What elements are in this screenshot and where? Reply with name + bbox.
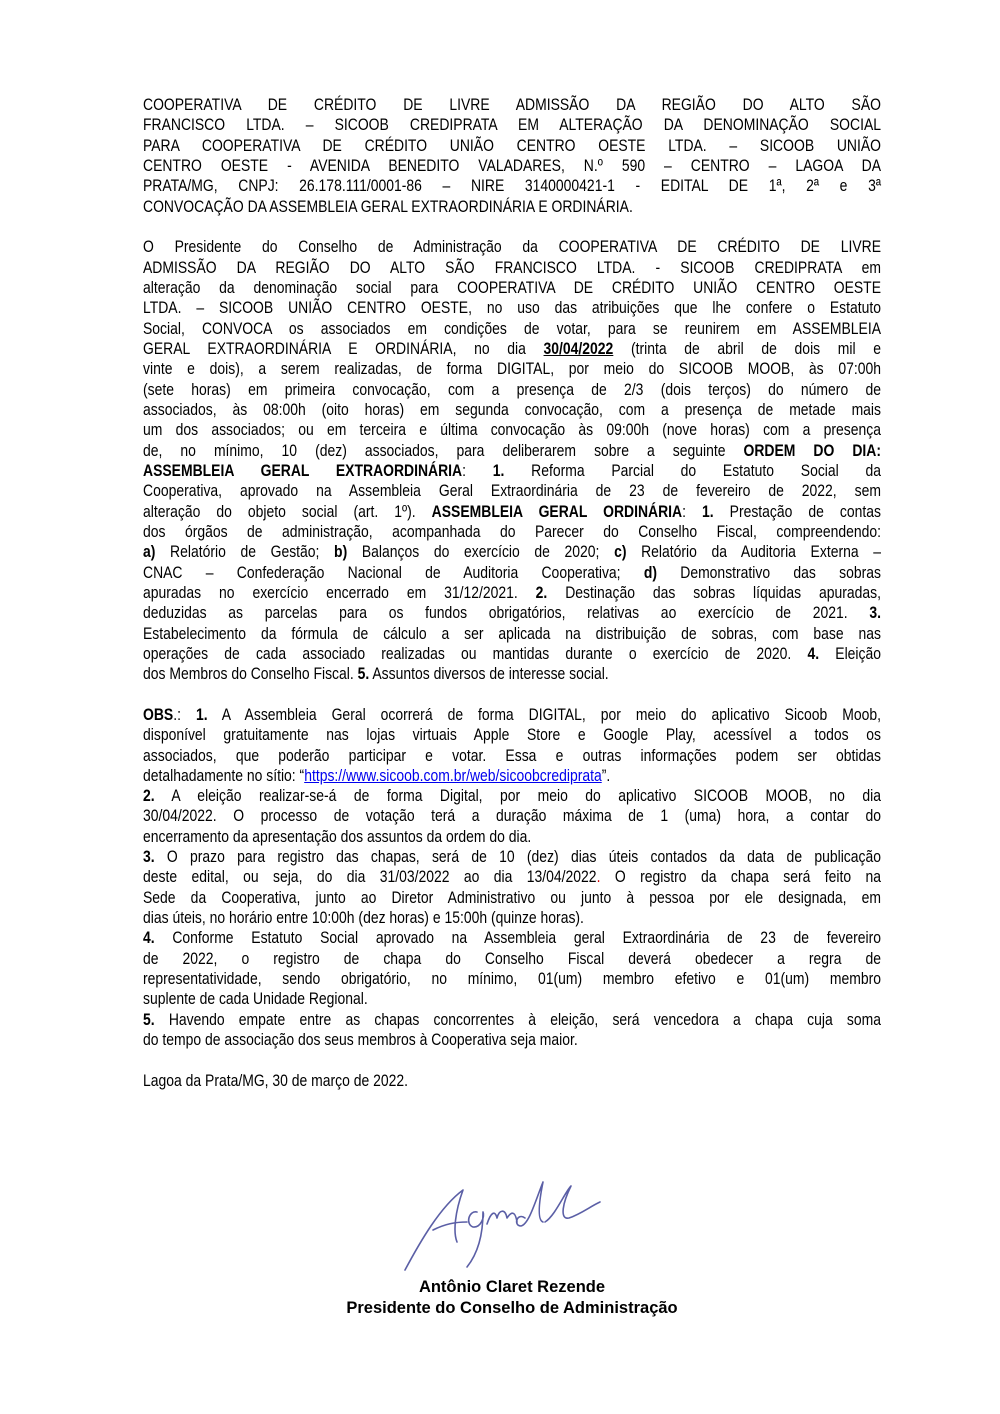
text-line bbox=[143, 867, 881, 887]
obs-item-1 bbox=[143, 705, 881, 786]
text-segment: Destinação das sobras líquidas apuradas, bbox=[547, 582, 881, 602]
text-line bbox=[143, 949, 881, 969]
text-line bbox=[143, 908, 881, 928]
heading-paragraph bbox=[143, 95, 881, 217]
text-line bbox=[143, 298, 881, 318]
obs-item-4 bbox=[143, 928, 881, 1009]
text-segment: 2. bbox=[535, 582, 548, 602]
text-segment: Sede da Cooperativa, junto ao Diretor Administrativo ou junto à pessoa por ele designada, em bbox=[143, 887, 881, 907]
text-segment: 2. bbox=[143, 786, 155, 806]
text-segment: dias úteis, no horário entre 10:00h (dez horas) e 15:00h (quinze horas). bbox=[143, 908, 584, 928]
text-segment: OBS bbox=[143, 704, 174, 724]
text-segment: associados, às 08:00h (oito horas) em segunda convocação, com a presença de metade mais bbox=[143, 399, 881, 419]
text-segment: A Assembleia Geral ocorrerá de forma DIGITAL, por meio do aplicativo Sicoob Moob, bbox=[207, 704, 882, 724]
text-line bbox=[143, 563, 881, 583]
text-line bbox=[143, 827, 881, 847]
text-line bbox=[143, 806, 881, 826]
text-segment: CONVOCAÇÃO DA ASSEMBLEIA GERAL EXTRAORDINÁRIA E ORDINÁRIA. bbox=[143, 196, 633, 216]
text-line bbox=[143, 359, 881, 379]
text-line bbox=[143, 278, 881, 298]
text-segment: ASSEMBLEIA GERAL EXTRAORDINÁRIA bbox=[143, 460, 463, 480]
text-segment: 30/04/2022. O processo de votação terá a duração máxima de 1 (uma) hora, a contar do bbox=[143, 806, 881, 826]
text-line bbox=[143, 989, 881, 1009]
text-segment: Estabelecimento da fórmula de cálculo a ser aplicada na distribuição de sobras, com base nas bbox=[143, 623, 881, 643]
signer-role: Presidente do Conselho de Administração bbox=[346, 1298, 678, 1317]
text-segment: O Presidente do Conselho de Administração da COOPERATIVA DE CRÉDITO DE LIVRE bbox=[143, 237, 881, 257]
text-line bbox=[143, 1030, 881, 1050]
text-segment: dos órgãos de administração, acompanhada do Parecer do Conselho Fiscal, compreendendo: bbox=[143, 521, 881, 541]
text-segment: alteração da denominação social para COOPERATIVA DE CRÉDITO UNIÃO CENTRO OESTE bbox=[143, 277, 881, 297]
text-segment: A eleição realizar-se-á de forma Digital, por meio do aplicativo SICOOB MOOB, no dia bbox=[154, 786, 882, 806]
text-segment: Havendo empate entre as chapas concorrentes à eleição, será vencedora a chapa cuja soma bbox=[154, 1009, 882, 1029]
text-segment: Prestação de contas bbox=[713, 501, 881, 521]
text-segment: (trinta de abril de dois mil e bbox=[613, 338, 881, 358]
text-segment: detalhadamente no sítio: “ bbox=[143, 765, 305, 785]
text-segment: 3. bbox=[143, 847, 155, 867]
signer-name: Antônio Claret Rezende bbox=[418, 1278, 606, 1296]
text-line bbox=[143, 969, 881, 989]
text-line bbox=[143, 237, 881, 257]
text-line bbox=[143, 115, 881, 135]
text-segment: CENTRO OESTE - AVENIDA BENEDITO VALADARES, N.º 590 – CENTRO – LAGOA DA bbox=[143, 155, 881, 175]
text-segment: deduzidas as parcelas para os fundos obrigatórios, relativas ao exercício de 2021. bbox=[143, 603, 870, 623]
text-segment: a) bbox=[143, 542, 156, 562]
place-date bbox=[143, 1071, 881, 1091]
text-line bbox=[143, 624, 881, 644]
text-segment: Balanços do exercício de 2020; bbox=[347, 542, 615, 562]
text-line bbox=[143, 847, 881, 867]
text-segment: 30/04/2022 bbox=[543, 338, 614, 358]
text-line bbox=[143, 766, 881, 786]
text-segment: disponível gratuitamente nas lojas virtuais Apple Store e Google Play, acessível a todos os bbox=[143, 725, 881, 745]
text-segment: apuradas no exercício encerrado em 31/12/2021. bbox=[143, 582, 536, 602]
text-line bbox=[143, 481, 881, 501]
text-segment: 4. bbox=[143, 928, 155, 948]
text-line bbox=[143, 928, 881, 948]
text-segment: operações de cada associado realizadas ou mantidas durante o exercício de 2020. bbox=[143, 643, 808, 663]
text-segment: CNAC – Confederação Nacional de Auditoria Cooperativa; bbox=[143, 562, 644, 582]
text-line bbox=[143, 644, 881, 664]
text-line bbox=[143, 725, 881, 745]
text-segment: Conforme Estatuto Social aprovado na Assembleia geral Extraordinária de 23 de fevereiro bbox=[154, 928, 882, 948]
text-segment: COOPERATIVA DE CRÉDITO DE LIVRE ADMISSÃO DA REGIÃO DO ALTO SÃO bbox=[143, 95, 881, 114]
paragraph-spacer bbox=[143, 217, 881, 237]
text-line bbox=[143, 705, 881, 725]
text-line bbox=[143, 502, 881, 522]
text-segment: Relatório de Gestão; bbox=[155, 542, 335, 562]
text-segment: 1. bbox=[195, 704, 208, 724]
text-segment: : bbox=[462, 460, 493, 480]
text-segment: associados, que poderão participar e votar. Essa e outras informações podem ser obtidas bbox=[143, 745, 881, 765]
text-line bbox=[143, 583, 881, 603]
text-segment: um dos associados; ou em terceira e última convocação às 09:00h (nove horas) com a presença bbox=[143, 420, 881, 440]
text-segment: Eleição bbox=[819, 643, 881, 663]
document-body bbox=[143, 95, 881, 1091]
text-line bbox=[143, 1071, 881, 1091]
text-segment: 5. bbox=[143, 1009, 155, 1029]
text-segment: dos Membros do Conselho Fiscal. bbox=[143, 664, 358, 684]
obs-item-5 bbox=[143, 1010, 881, 1051]
text-line bbox=[143, 786, 881, 806]
text-line bbox=[143, 420, 881, 440]
text-segment: ”. bbox=[601, 765, 611, 785]
text-segment: 1. bbox=[701, 501, 714, 521]
paragraph-spacer bbox=[143, 1050, 881, 1070]
text-line bbox=[143, 542, 881, 562]
text-segment: Assuntos diversos de interesse social. bbox=[369, 664, 609, 684]
text-segment: Demonstrativo das sobras bbox=[656, 562, 881, 582]
obs-item-3 bbox=[143, 847, 881, 928]
text-line bbox=[143, 197, 881, 217]
convocation-paragraph bbox=[143, 237, 881, 684]
text-segment: d) bbox=[643, 562, 657, 582]
text-segment: 5. bbox=[357, 664, 370, 684]
text-segment: (sete horas) em primeira convocação, com a presença de 2/3 (dois terços) do número de bbox=[143, 379, 881, 399]
text-segment: ORDEM DO DIA: bbox=[743, 440, 882, 460]
text-line bbox=[143, 461, 881, 481]
text-segment: FRANCISCO LTDA. – SICOOB CREDIPRATA EM ALTERAÇÃO DA DENOMINAÇÃO SOCIAL bbox=[143, 115, 881, 135]
text-segment: ASSEMBLEIA GERAL ORDINÁRIA bbox=[431, 501, 683, 521]
text-line bbox=[143, 258, 881, 278]
text-segment: b) bbox=[334, 542, 348, 562]
text-line bbox=[143, 339, 881, 359]
text-segment: ADMISSÃO DA REGIÃO DO ALTO SÃO FRANCISCO LTDA. - SICOOB CREDIPRATA em bbox=[143, 257, 881, 277]
text-segment: 3. bbox=[869, 603, 881, 623]
text-segment: .: bbox=[173, 704, 196, 724]
text-segment: O registro da chapa será feito na bbox=[600, 867, 881, 887]
text-segment: PARA COOPERATIVA DE CRÉDITO UNIÃO CENTRO OESTE LTDA. – SICOOB UNIÃO bbox=[143, 135, 881, 155]
text-segment: O prazo para registro das chapas, será de 10 (dez) dias úteis contados da data de publicação bbox=[154, 847, 882, 867]
text-segment: . bbox=[596, 867, 601, 887]
text-line bbox=[143, 400, 881, 420]
text-line bbox=[143, 603, 881, 623]
text-segment: do tempo de associação dos seus membros à Cooperativa seja maior. bbox=[143, 1030, 578, 1050]
text-line bbox=[143, 380, 881, 400]
obs-item-2 bbox=[143, 786, 881, 847]
text-line bbox=[143, 95, 881, 115]
text-segment: Lagoa da Prata/MG, 30 de março de 2022. bbox=[143, 1070, 409, 1090]
text-line bbox=[143, 176, 881, 196]
text-line bbox=[143, 1010, 881, 1030]
text-segment: GERAL EXTRAORDINÁRIA E ORDINÁRIA, no dia bbox=[143, 338, 544, 358]
text-segment: Cooperativa, aprovado na Assembleia Geral Extraordinária de 23 de fevereiro de 2022, sem bbox=[143, 481, 881, 501]
text-line bbox=[143, 441, 881, 461]
text-line bbox=[143, 319, 881, 339]
text-segment: Reforma Parcial do Estatuto Social da bbox=[504, 460, 882, 480]
text-segment: de, no mínimo, 10 (dez) associados, para deliberarem sobre a seguinte bbox=[143, 440, 744, 460]
text-line bbox=[143, 664, 881, 684]
text-line bbox=[143, 156, 881, 176]
text-segment: alteração do objeto social (art. 1º). bbox=[143, 501, 432, 521]
text-segment: vinte e dois), a serem realizadas, de forma DIGITAL, por meio do SICOOB MOOB, às 07:00h bbox=[143, 359, 881, 379]
signature-image bbox=[395, 1172, 615, 1277]
text-segment: de 2022, o registro de chapa do Conselho Fiscal deverá obedecer a regra de bbox=[143, 948, 881, 968]
text-line bbox=[143, 522, 881, 542]
text-line bbox=[143, 746, 881, 766]
text-line bbox=[143, 136, 881, 156]
signer-block bbox=[0, 1277, 1000, 1318]
text-segment: PRATA/MG, CNPJ: 26.178.111/0001-86 – NIRE 3140000421-1 - EDITAL DE 1ª, 2ª e 3ª bbox=[143, 176, 881, 196]
text-line bbox=[143, 888, 881, 908]
text-segment: : bbox=[682, 501, 702, 521]
text-segment: encerramento da apresentação dos assuntos da ordem do dia. bbox=[143, 826, 532, 846]
text-segment: representatividade, sendo obrigatório, no mínimo, 01(um) membro efetivo e 01(um) membro bbox=[143, 969, 881, 989]
text-segment: 1. bbox=[492, 460, 505, 480]
text-segment: c) bbox=[614, 542, 627, 562]
text-segment: Relatório da Auditoria Externa – bbox=[626, 542, 881, 562]
paragraph-spacer bbox=[143, 685, 881, 705]
text-segment: LTDA. – SICOOB UNIÃO CENTRO OESTE, no uso das atribuições que lhe confere o Estatuto bbox=[143, 298, 881, 318]
text-segment: 4. bbox=[807, 643, 820, 663]
text-segment: Social, CONVOCA os associados em condições de votar, para se reunirem em ASSEMBLEIA bbox=[143, 318, 881, 338]
text-segment: suplente de cada Unidade Regional. bbox=[143, 989, 368, 1009]
website-link[interactable]: https://www.sicoob.com.br/web/sicoobcrediprata bbox=[304, 765, 602, 785]
text-segment: deste edital, ou seja, do dia 31/03/2022 ao dia 13/04/2022 bbox=[143, 867, 597, 887]
